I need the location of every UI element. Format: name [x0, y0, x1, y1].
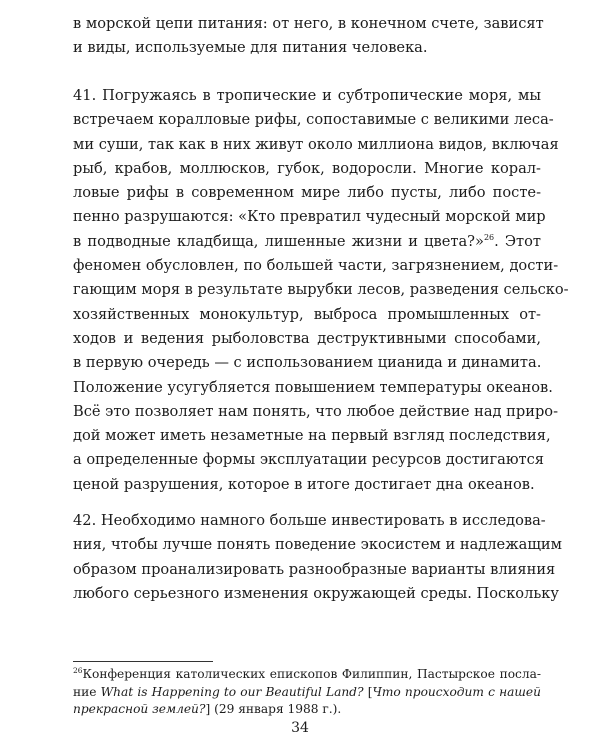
page-number: 34 — [291, 720, 309, 736]
footnote-divider — [73, 661, 213, 662]
footnote-line — [73, 666, 541, 684]
text-line: рыб, крабов, моллюсков, губок, водоросли. Многие корал- — [73, 159, 541, 177]
text-line: гающим моря в результате вырубки лесов, разведения сельско- — [73, 281, 569, 299]
text-line: а определенные формы эксплуатации ресурсов достигаются — [73, 451, 545, 469]
text-line: Всё это позволяет нам понять, что любое действие над приро- — [73, 402, 558, 420]
text-line-with-footnote-ref — [73, 230, 541, 254]
text-line: ловые рифы в современном мире либо пусты, либо посте- — [73, 184, 541, 202]
footnote-26 — [73, 666, 541, 719]
footnote-reference[interactable]: 26 — [483, 232, 495, 242]
title-russian-continued: прекрасной землей? — [73, 702, 206, 716]
paragraph-continued — [73, 12, 544, 61]
title-russian: Что происходит с нашей — [372, 684, 541, 699]
text-line: Положение усугубляется повышением температуры океанов. — [73, 378, 553, 396]
text-line: встречаем коралловые рифы, сопоставимые с великими леса- — [73, 111, 554, 129]
text-segment: в подводные кладбища, лишенные жизни и цвета?» — [73, 232, 484, 250]
text-line: любого серьезного изменения окружающей среды. Поскольку — [73, 584, 560, 602]
text-line: образом проанализировать разнообразные варианты влияния — [73, 560, 556, 578]
text-segment: Конференция католических епископов Филиппин, Пастырское посла- — [82, 667, 541, 681]
text-line: ми суши, так как в них живут около миллиона видов, включая — [73, 135, 559, 153]
title-english: What is Happening to our Beautiful Land? — [100, 684, 364, 699]
text-line: и виды, используемые для питания человека. — [73, 39, 428, 57]
text-line: в первую очередь — с использованием цианида и динамита. — [73, 354, 542, 372]
footnote-line — [73, 684, 541, 702]
paragraph-42 — [73, 509, 562, 606]
text-line: пенно разрушаются: «Кто превратил чудесный морской мир — [73, 208, 546, 226]
text-line: хозяйственных монокультур, выброса промышленных от- — [73, 305, 541, 323]
text-segment: [ — [363, 684, 373, 699]
footnote-marker: 26 — [73, 666, 83, 675]
text-line: 42. Необходимо намного больше инвестировать в исследова- — [73, 512, 546, 529]
text-line: феномен обусловлен, по большей части, загрязнением, дости- — [73, 257, 559, 275]
text-line: 41. Погружаясь в тропические и субтропические моря, мы — [73, 87, 541, 104]
text-segment: ] (29 января 1988 г.). — [205, 702, 342, 716]
text-line: ценой разрушения, которое в итоге достигает дна океанов. — [73, 475, 535, 493]
text-line: ходов и ведения рыболовства деструктивными способами, — [73, 329, 541, 347]
text-line: ния, чтобы лучше понять поведение экосистем и надлежащим — [73, 536, 562, 554]
text-line: дой может иметь незаметные на первый взгляд последствия, — [73, 427, 551, 445]
paragraph-41 — [73, 84, 569, 497]
text-segment: . Этот — [494, 232, 541, 250]
text-segment: ние — [73, 684, 101, 699]
text-line: в морской цепи питания: от него, в конечном счете, зависят — [73, 15, 544, 32]
footnote-line — [73, 701, 541, 719]
